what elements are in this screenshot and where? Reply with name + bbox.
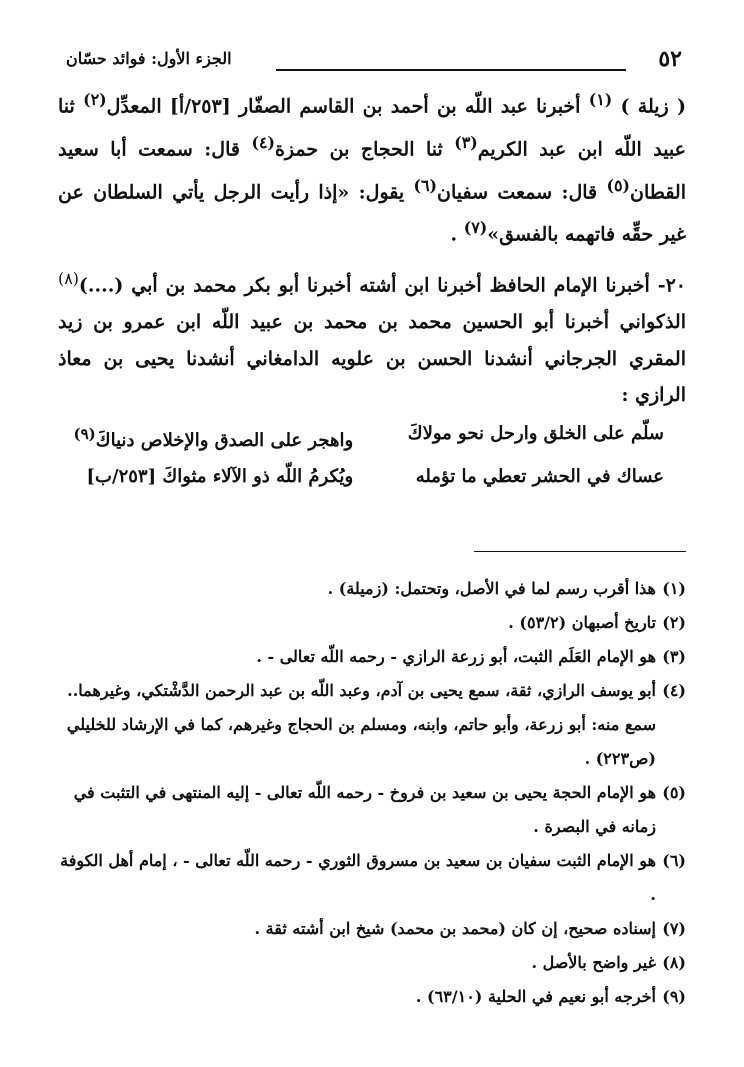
footnotes [58,572,686,1014]
footnote-ref: (٢) [83,90,107,109]
footnote-ref: (٧) [463,218,488,238]
poem-line [58,459,686,495]
footnote-text: هو الإمام العَلَم الثبت، أبو زرعة الرازي - رحمه اللّه تعالى - . [256,646,656,666]
footnote-number: (٧) [662,918,686,938]
footnote-text: هذا أقرب رسم لما في الأصل، وتحتمل: (زميلة) . [327,578,656,598]
footnote [58,606,686,640]
footnote [58,640,686,674]
footnote [58,946,686,980]
running-header [58,40,686,76]
main-text [58,82,686,414]
page-number: ٥٢ [658,46,682,72]
text-span: ( زيلة ) [612,95,686,118]
footnote-text: هو الإمام الثبت سفيان بن سعيد بن مسروق الثوري - رحمه اللّه تعالى - ، إمام أهل الكوفة . [60,850,656,904]
book-page [58,40,686,1067]
header-rule [276,69,626,71]
paragraph-1 [58,82,686,253]
poem-hemistich-first: عساك في الحشر تعطي ما تؤمله [415,465,664,487]
footnote-number: (٤) [662,680,686,700]
poem [58,416,686,495]
text-span: ثنا الحجاج بن حمزة [274,138,455,161]
text-span: أخبرنا عبد اللّه بن أحمد بن القاسم الصفّار [٢٥٣/أ] المعدِّل [106,95,589,118]
footnote-separator [58,551,686,552]
footnote-text: تاريخ أصبهان (٥٣/٢) . [508,612,656,632]
footnote-ref: (١) [588,90,613,109]
text-span: . [450,223,464,246]
text-span: قال: سمعت سفيان [437,180,607,203]
hemistich-text: واهجر على الصدق والإخلاص دنياكَ [95,429,354,451]
footnote-ref: (٨) [58,269,79,289]
footnote-ref: (٥) [606,175,630,195]
footnote-text: هو الإمام الحجة يحيى بن سعيد بن فروخ - رحمه اللّه تعالى - إليه المنتهى في التثبت في زمانه في البصرة . [73,782,656,836]
poem-hemistich-second [58,416,353,459]
footnote-text: أخرجه أبو نعيم في الحلية (٦٣/١٠) . [415,986,656,1006]
text-span: الإمام الحافظ أخبرنا ابن أشته أخبرنا أبو بكر محمد بن أبي (....) [78,274,606,297]
footnote-ref: (٦) [413,175,438,195]
footnote [58,844,686,912]
footnote-number: (٢) [662,612,686,632]
poem-hemistich-first: سلّم على الخلق وارحل نحو مولاكَ [407,422,664,444]
footnote-text: أبو يوسف الرازي، ثقة، سمع يحيى بن آدم، وعبد اللّه بن عبد الرحمن الدَّشْتكي، وغيرهما.. سمع منه: أبو زرعة، وأبو حاتم، وابنه، ومسلم بن الحجاج وغيرهم، كما في الإرشاد للخليلي (ص٢٢٣) . [66,680,656,768]
running-title: الجزء الأول: فوائد حسّان [66,49,232,68]
footnote [58,674,686,776]
separator-line [474,551,686,552]
footnote [58,912,686,946]
text-span: ثنا عبيد اللّه ابن عبد الكريم [58,95,686,161]
footnote-number: (٨) [662,952,686,972]
footnote-text: غير واضح بالأصل . [531,952,656,972]
footnote [58,776,686,844]
paragraph-2 [58,261,686,413]
footnote-number: (٣) [662,646,686,666]
text-span: قال: سمعت أبا سعيد القطان [58,138,686,203]
footnote-number: (٦) [662,850,686,870]
footnote-ref: (٣) [454,132,478,152]
footnote-ref: (٩) [73,424,96,443]
footnote-number: (٥) [662,782,686,802]
hadith-number: ٢٠- أخبرنا [605,274,686,297]
footnote-ref: (٤) [251,132,275,152]
text-span: يقول: «إذا رأيت الرجل يأتي السلطان عن غير حقِّه فاتهمه بالفسق» [58,180,686,246]
footnote-number: (١) [662,578,686,598]
footnote-text: إسناده صحيح، إن كان (محمد بن محمد) شيخ ابن أشته ثقة . [254,918,656,938]
footnote [58,572,686,606]
poem-line [58,416,686,459]
footnote-number: (٩) [662,986,686,1006]
poem-hemistich-second: ويُكرمُ اللّه ذو الآلاء مثواكَ [٢٥٣/ب] [86,465,354,487]
footnote [58,980,686,1014]
text-span: الذكواني أخبرنا أبو الحسين محمد بن محمد بن عبيد اللّه ابن عمرو بن زيد المقري الجرجاني أنشدنا الحسن بن علويه الدامغاني أنشدنا يحيى بن معاذ الرازي : [58,311,686,407]
